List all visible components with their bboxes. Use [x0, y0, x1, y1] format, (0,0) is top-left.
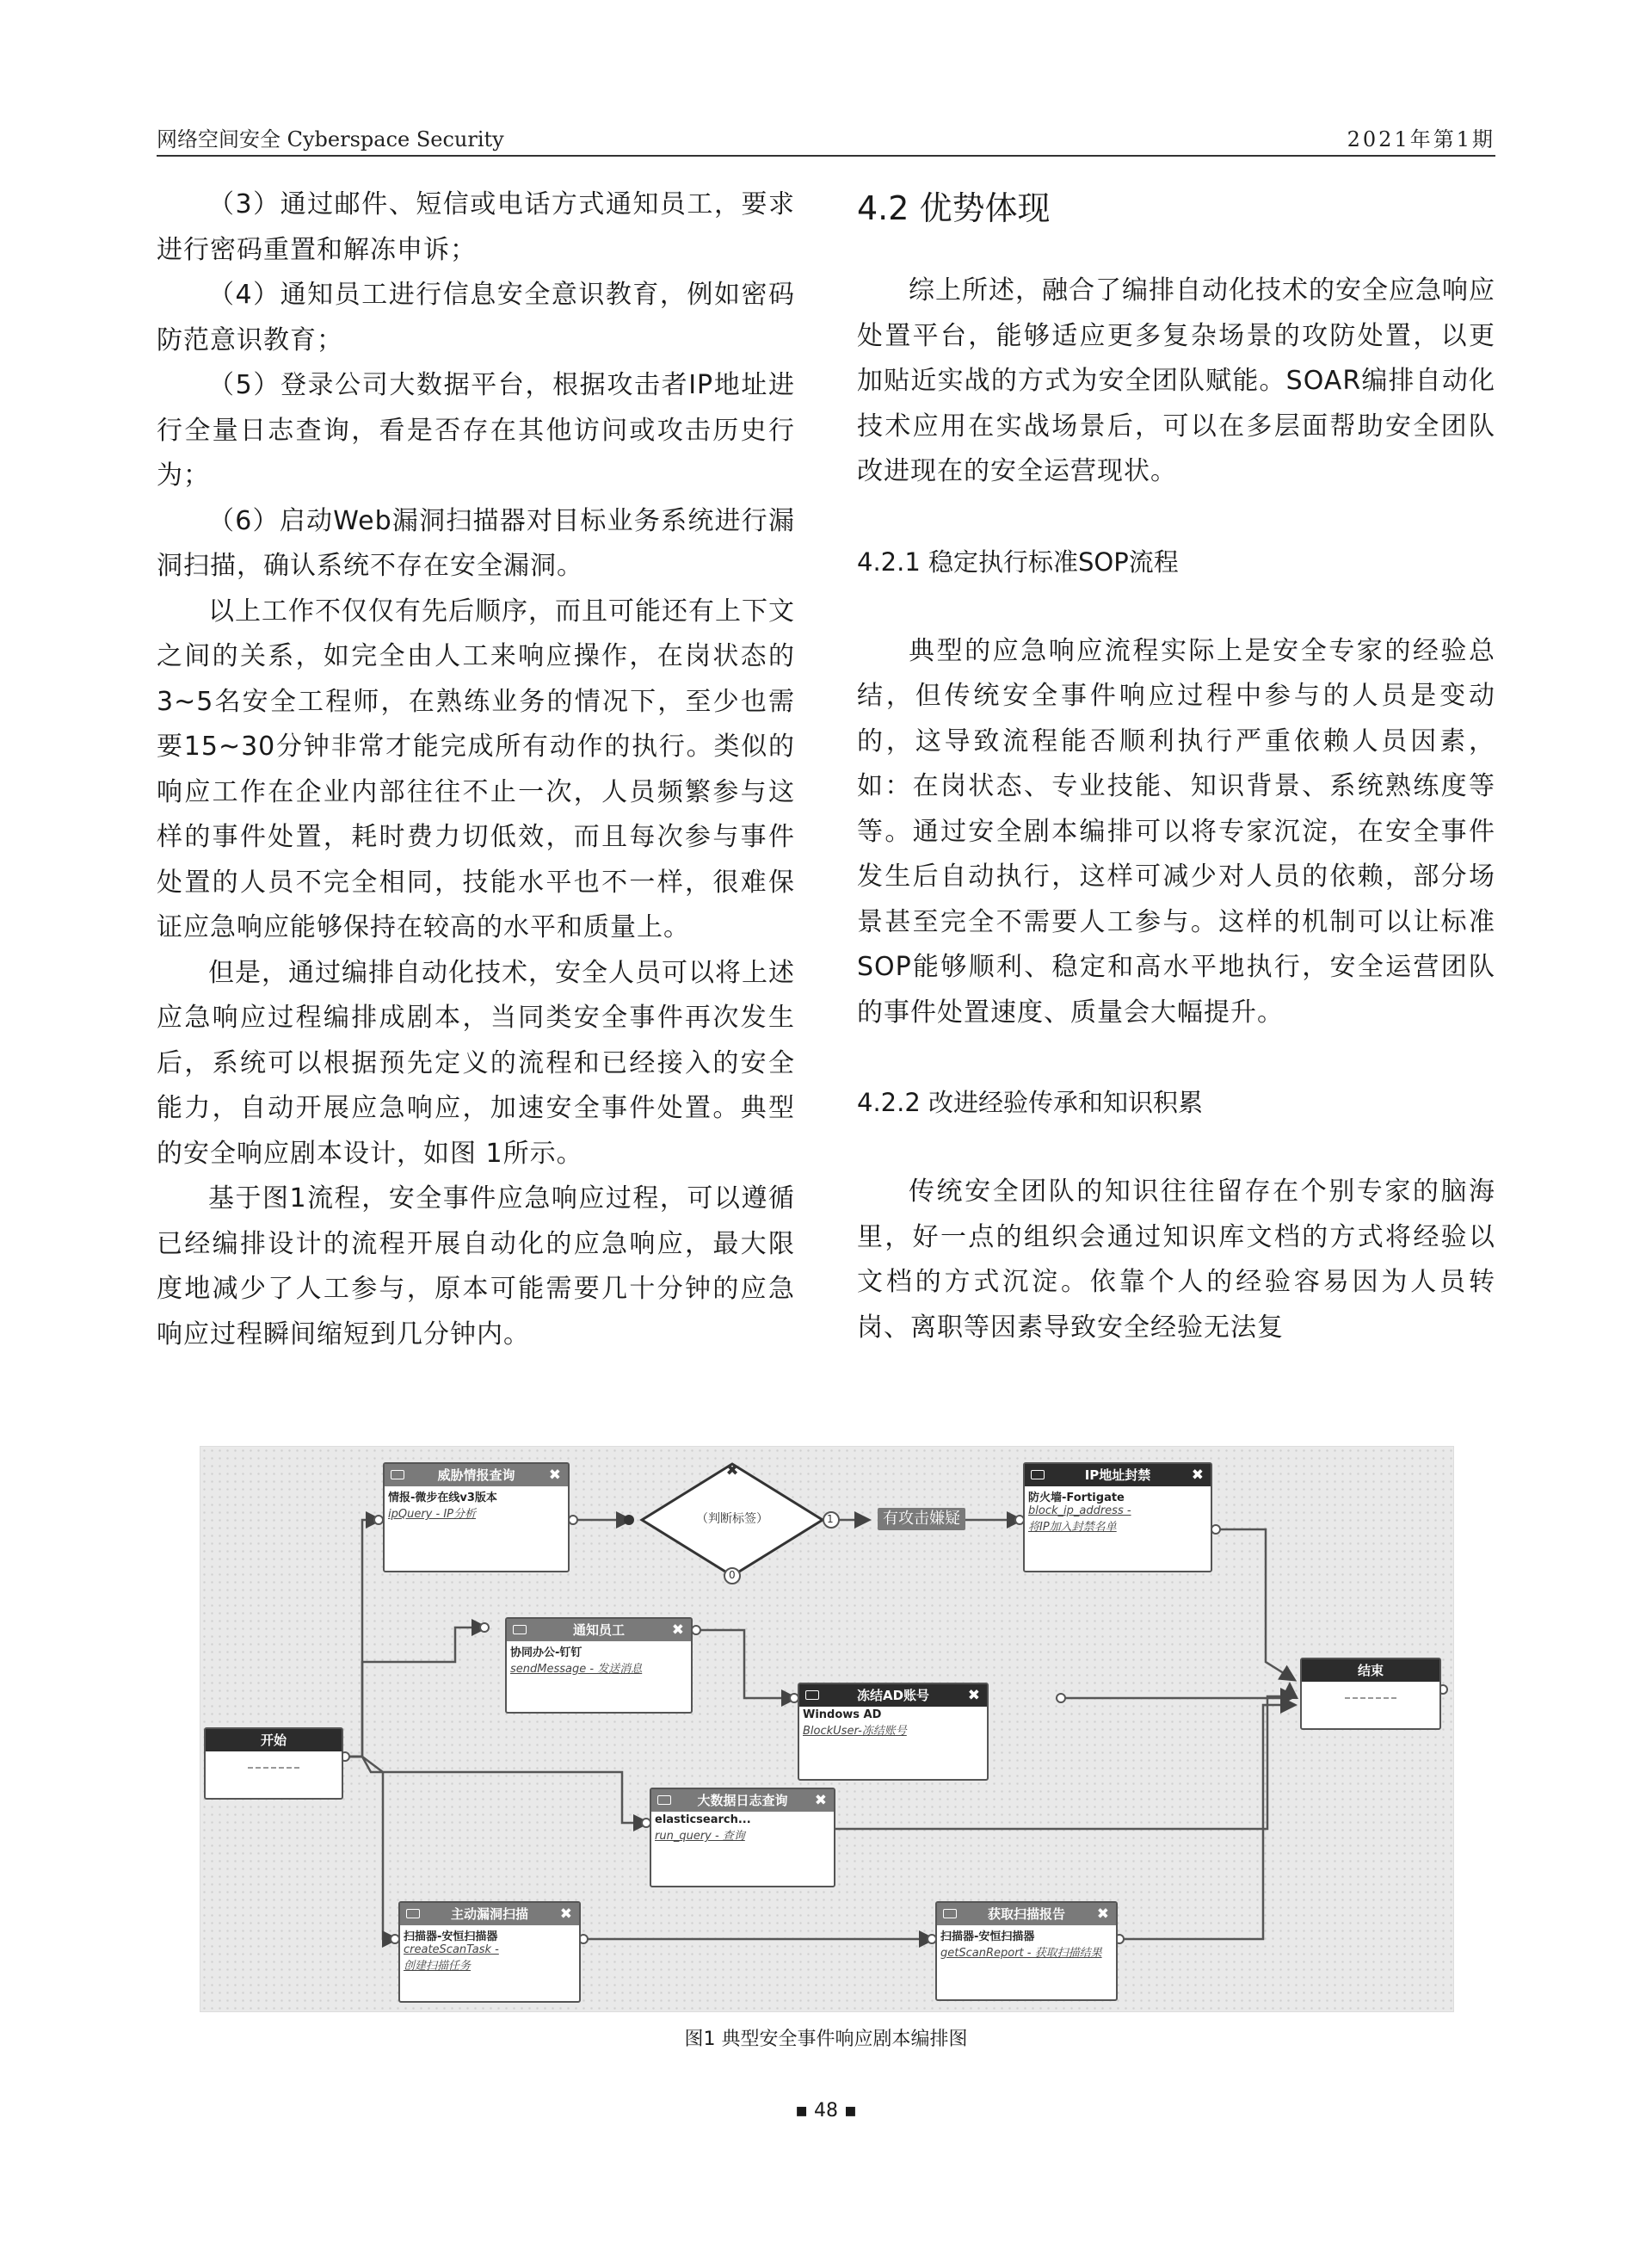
- subsection-title: 4.2.1 稳定执行标准SOP流程: [857, 547, 1179, 577]
- decision-yes-port: 1: [827, 1513, 834, 1525]
- close-icon[interactable]: ✖: [967, 1687, 980, 1704]
- decision-label: （判断标签）: [696, 1512, 768, 1526]
- node-action[interactable]: BlockUser-冻结账号: [803, 1725, 907, 1738]
- node-title: 主动漏洞扫描: [450, 1906, 528, 1922]
- node-title: 冻结AD账号: [856, 1688, 930, 1703]
- paragraph: （3）通过邮件、短信或电话方式通知员工，要求进行密码重置和解冻申诉；: [157, 189, 795, 265]
- node-end[interactable]: [1300, 1658, 1441, 1730]
- window-icon: [391, 1470, 404, 1479]
- node-start[interactable]: [204, 1727, 343, 1800]
- node-threat-intel[interactable]: [383, 1462, 570, 1572]
- node-scan-report[interactable]: [935, 1901, 1118, 2001]
- node-title: 威胁情报查询: [437, 1467, 515, 1483]
- node-app: 扫描器-安恒扫描器: [940, 1930, 1035, 1943]
- node-title: 结束: [1302, 1659, 1439, 1682]
- placeholder-lines: [248, 1763, 299, 1779]
- node-app: 情报-微步在线v3版本: [388, 1492, 497, 1504]
- edge-block-end: [1216, 1529, 1293, 1679]
- paragraph: 综上所述，融合了编排自动化技术的安全应急响应处置平台，能够适应更多复杂场景的攻防处置，以更加贴近实战的方式为安全团队赋能。SOAR编排自动化技术应用在实战场景后，可以在多层面帮助安全团队改进现在的安全运营现状。: [857, 275, 1495, 486]
- paragraph: （4）通知员工进行信息安全意识教育，例如密码防范意识教育；: [157, 280, 795, 355]
- paragraph: 传统安全团队的知识往往留存在个别专家的脑海里，好一点的组织会通过知识库文档的方式将经验以文档的方式沉淀。依靠个人的经验容易因为人员转岗、离职等因素导致安全经验无法复: [857, 1177, 1495, 1343]
- decision-no-port: 0: [729, 1569, 736, 1581]
- node-title: 大数据日志查询: [697, 1793, 788, 1808]
- paragraph: 但是，通过编排自动化技术，安全人员可以将上述应急响应过程编排成剧本，当同类安全事件再次发生后，系统可以根据预先定义的流程和已经接入的安全能力，自动开展应急响应，加速安全事件处置。典型的安全响应剧本设计，如图 1所示。: [157, 957, 795, 1169]
- close-icon[interactable]: ✖: [671, 1621, 684, 1639]
- condition-tag[interactable]: 有攻击嫌疑: [878, 1508, 965, 1530]
- node-action-desc[interactable]: 创建扫描任务: [404, 1960, 472, 1973]
- close-icon[interactable]: ✖: [814, 1792, 827, 1809]
- node-app: 扫描器-安恒扫描器: [404, 1930, 498, 1943]
- edge-start-bigdata: [345, 1757, 646, 1823]
- issue-label: 2021年第1期: [1347, 127, 1495, 151]
- paragraph: 以上工作不仅仅有先后顺序，而且可能还有上下文之间的关系，如完全由人工来响应操作，在岗状态的3~5名安全工程师，在熟练业务的情况下，至少也需要15~30分钟非常才能完成所有动作的执行。类似的响应工作在企业内部往往不止一次，人员频繁参与这样的事件处置，耗时费力切低效，而且每次参与事件处置的人员不完全相同，技能水平也不一样，很难保证应急响应能够保持在较高的水平和质量上。: [157, 596, 795, 942]
- figure-caption: 图1 典型安全事件响应剧本编排图: [684, 2029, 968, 2050]
- node-bigdata-query[interactable]: [650, 1788, 835, 1887]
- paragraph: （6）启动Web漏洞扫描器对目标业务系统进行漏洞扫描，确认系统不存在安全漏洞。: [157, 505, 795, 581]
- paragraph: （5）登录公司大数据平台，根据攻击者IP地址进行全量日志查询，看是否存在其他访问或攻击历史行为；: [157, 370, 795, 491]
- node-title: 通知员工: [572, 1622, 625, 1638]
- journal-name: 网络空间安全 Cyberspace Security: [157, 127, 504, 151]
- node-notify-employee[interactable]: [505, 1617, 693, 1714]
- node-action[interactable]: ipQuery - IP分析: [388, 1508, 477, 1521]
- window-icon: [805, 1690, 819, 1700]
- page-number: ▪ 48 ▪: [795, 2100, 857, 2122]
- right-column: [857, 182, 1495, 1350]
- placeholder-lines: [1345, 1694, 1396, 1709]
- window-icon: [513, 1625, 527, 1634]
- close-icon[interactable]: ✖: [1191, 1467, 1204, 1484]
- edge-freeze-end: [1061, 1686, 1290, 1698]
- close-icon[interactable]: ✖: [548, 1467, 561, 1484]
- close-icon[interactable]: ✖: [559, 1905, 572, 1923]
- node-app: elasticsearch...: [655, 1813, 751, 1826]
- node-title: 获取扫描报告: [987, 1906, 1065, 1922]
- edge-start-scan: [345, 1757, 395, 1939]
- playbook-figure: [200, 1446, 1454, 2012]
- node-app: 防火墙-Fortigate: [1028, 1492, 1125, 1504]
- window-icon: [943, 1909, 957, 1918]
- node-action[interactable]: block_ip_address -: [1028, 1504, 1131, 1517]
- window-icon: [657, 1795, 671, 1805]
- node-action[interactable]: sendMessage - 发送消息: [510, 1663, 643, 1676]
- paragraph: 基于图1流程，安全事件应急响应过程，可以遵循已经编排设计的流程开展自动化的应急响应，最大限度地减少了人工参与，原本可能需要几十分钟的应急响应过程瞬间缩短到几分钟内。: [157, 1183, 795, 1350]
- node-freeze-ad[interactable]: [798, 1683, 989, 1781]
- node-ip-block[interactable]: [1023, 1462, 1212, 1572]
- node-action[interactable]: createScanTask -: [404, 1943, 499, 1956]
- paragraph: 典型的应急响应流程实际上是安全专家的经验总结，但传统安全事件响应过程中参与的人员是变动的，这导致流程能否顺利执行严重依赖人员因素，如：在岗状态、专业技能、知识背景、系统熟练度等等。通过安全剧本编排可以将专家沉淀，在安全事件发生后自动执行，这样可减少对人员的依赖，部分场景甚至完全不需要人工参与。这样的机制可以让标准SOP能够顺利、稳定和高水平地执行，安全运营团队的事件处置速度、质量会大幅提升。: [857, 635, 1495, 1028]
- node-app: 协同办公-钉钉: [510, 1646, 583, 1659]
- window-icon: [1031, 1470, 1045, 1479]
- node-title: 开始: [206, 1729, 342, 1751]
- close-icon[interactable]: ✖: [1096, 1905, 1109, 1923]
- subsection-title: 4.2.2 改进经验传承和知识积累: [857, 1088, 1204, 1117]
- node-action[interactable]: getScanReport - 获取扫描结果: [940, 1947, 1102, 1960]
- node-action-desc[interactable]: 将IP加入封禁名单: [1028, 1521, 1117, 1534]
- decision-close-icon[interactable]: ✖: [725, 1461, 739, 1479]
- running-header: [157, 117, 1495, 157]
- edge-start-notify: [345, 1627, 484, 1757]
- section-title: 4.2 优势体现: [857, 189, 1051, 227]
- node-title: IP地址封禁: [1084, 1467, 1151, 1483]
- left-column: [157, 182, 795, 1357]
- node-vuln-scan[interactable]: [398, 1901, 581, 2003]
- node-app: Windows AD: [803, 1708, 882, 1721]
- window-icon: [406, 1909, 420, 1918]
- edge-notify-freeze: [696, 1630, 794, 1698]
- node-action[interactable]: run_query - 查询: [655, 1830, 745, 1843]
